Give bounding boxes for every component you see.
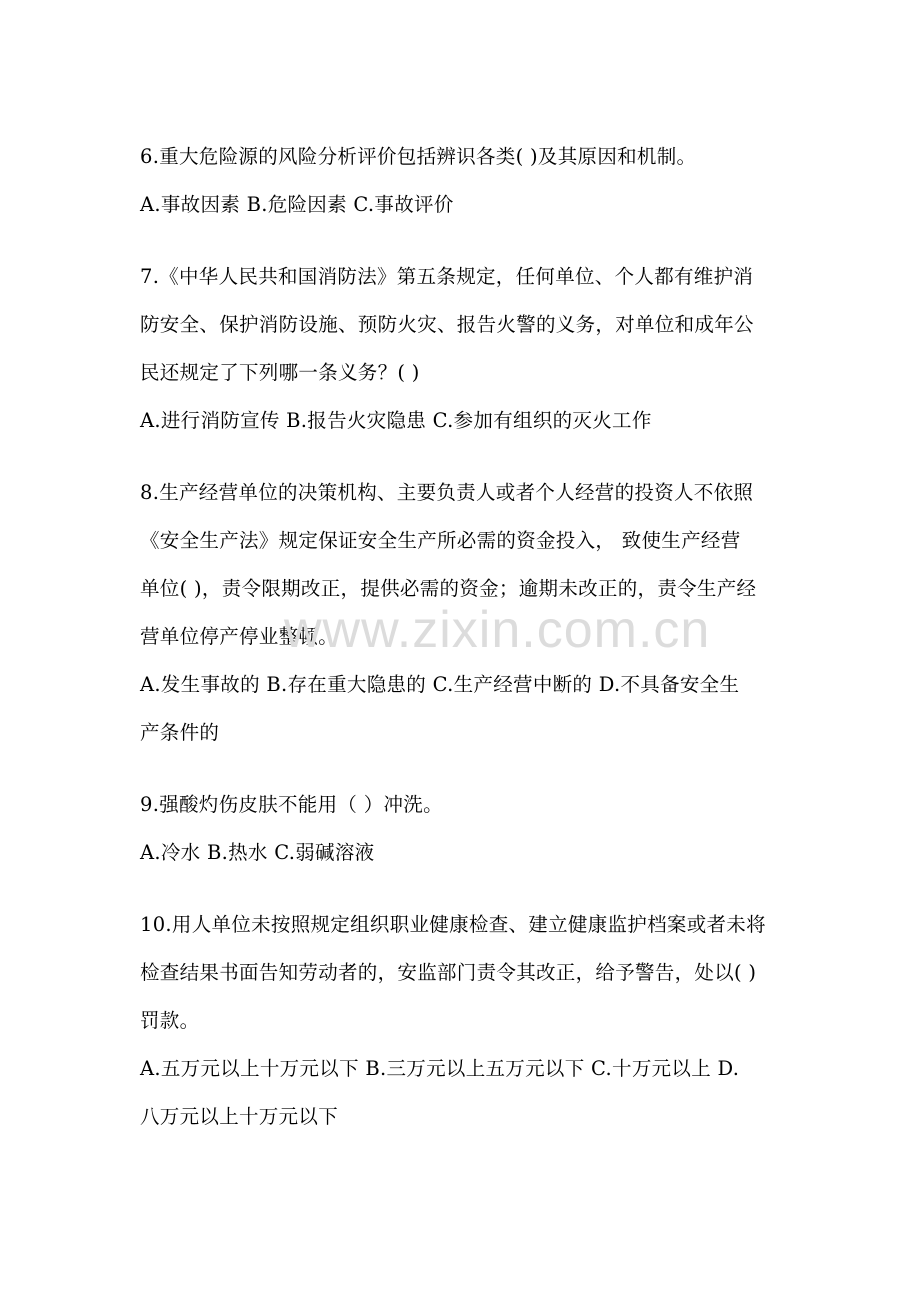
question-8 xyxy=(140,474,790,762)
question-spacer xyxy=(140,234,790,258)
question-spacer xyxy=(140,450,790,474)
question-options-line: 八万元以上十万元以下 xyxy=(140,1105,339,1128)
watermark: www.zixin.com.cn xyxy=(284,601,711,659)
question-options-line: 产条件的 xyxy=(140,721,220,744)
question-10 xyxy=(140,906,790,1146)
document-page xyxy=(140,138,790,1146)
question-options-line: A.进行消防宣传 B.报告火灾隐患 C.参加有组织的灭火工作 xyxy=(140,409,652,432)
question-stem-line: 10.用人单位未按照规定组织职业健康检查、建立健康监护档案或者未将 xyxy=(140,913,766,936)
question-spacer xyxy=(140,762,790,786)
question-stem-line: 9.强酸灼伤皮肤不能用（ ）冲洗。 xyxy=(140,793,443,816)
question-9 xyxy=(140,786,790,882)
question-stem-line: 单位( )，责令限期改正，提供必需的资金；逾期未改正的，责令生产经 xyxy=(140,577,757,600)
question-options-line: A.事故因素 B.危险因素 C.事故评价 xyxy=(140,193,454,216)
question-stem-line: 民还规定了下列哪一条义务？( ) xyxy=(140,361,420,384)
question-options-line: A.五万元以上十万元以下 B.三万元以上五万元以下 C.十万元以上 D. xyxy=(140,1057,740,1080)
question-stem-line: 检查结果书面告知劳动者的，安监部门责令其改正，给予警告，处以( ) xyxy=(140,961,757,984)
question-stem-line: 《安全生产法》规定保证安全生产所必需的资金投入， 致使生产经营 xyxy=(140,529,741,552)
question-options-line: A.发生事故的 B.存在重大隐患的 C.生产经营中断的 D.不具备安全生 xyxy=(140,673,740,696)
question-stem-line: 6.重大危险源的风险分析评价包括辨识各类( )及其原因和机制。 xyxy=(140,145,697,168)
question-7 xyxy=(140,258,790,450)
question-stem-line: 罚款。 xyxy=(140,1009,200,1032)
question-stem-line: 防安全、保护消防设施、预防火灾、报告火警的义务，对单位和成年公 xyxy=(140,313,754,336)
question-options-line: A.冷水 B.热水 C.弱碱溶液 xyxy=(140,841,375,864)
question-6 xyxy=(140,138,790,234)
question-stem-line: 8.生产经营单位的决策机构、主要负责人或者个人经营的投资人不依照 xyxy=(140,481,754,504)
question-spacer xyxy=(140,882,790,906)
question-stem-line: 营单位停产停业整顿。 xyxy=(140,625,339,648)
question-stem-line: 7.《中华人民共和国消防法》第五条规定，任何单位、个人都有维护消 xyxy=(140,265,754,288)
